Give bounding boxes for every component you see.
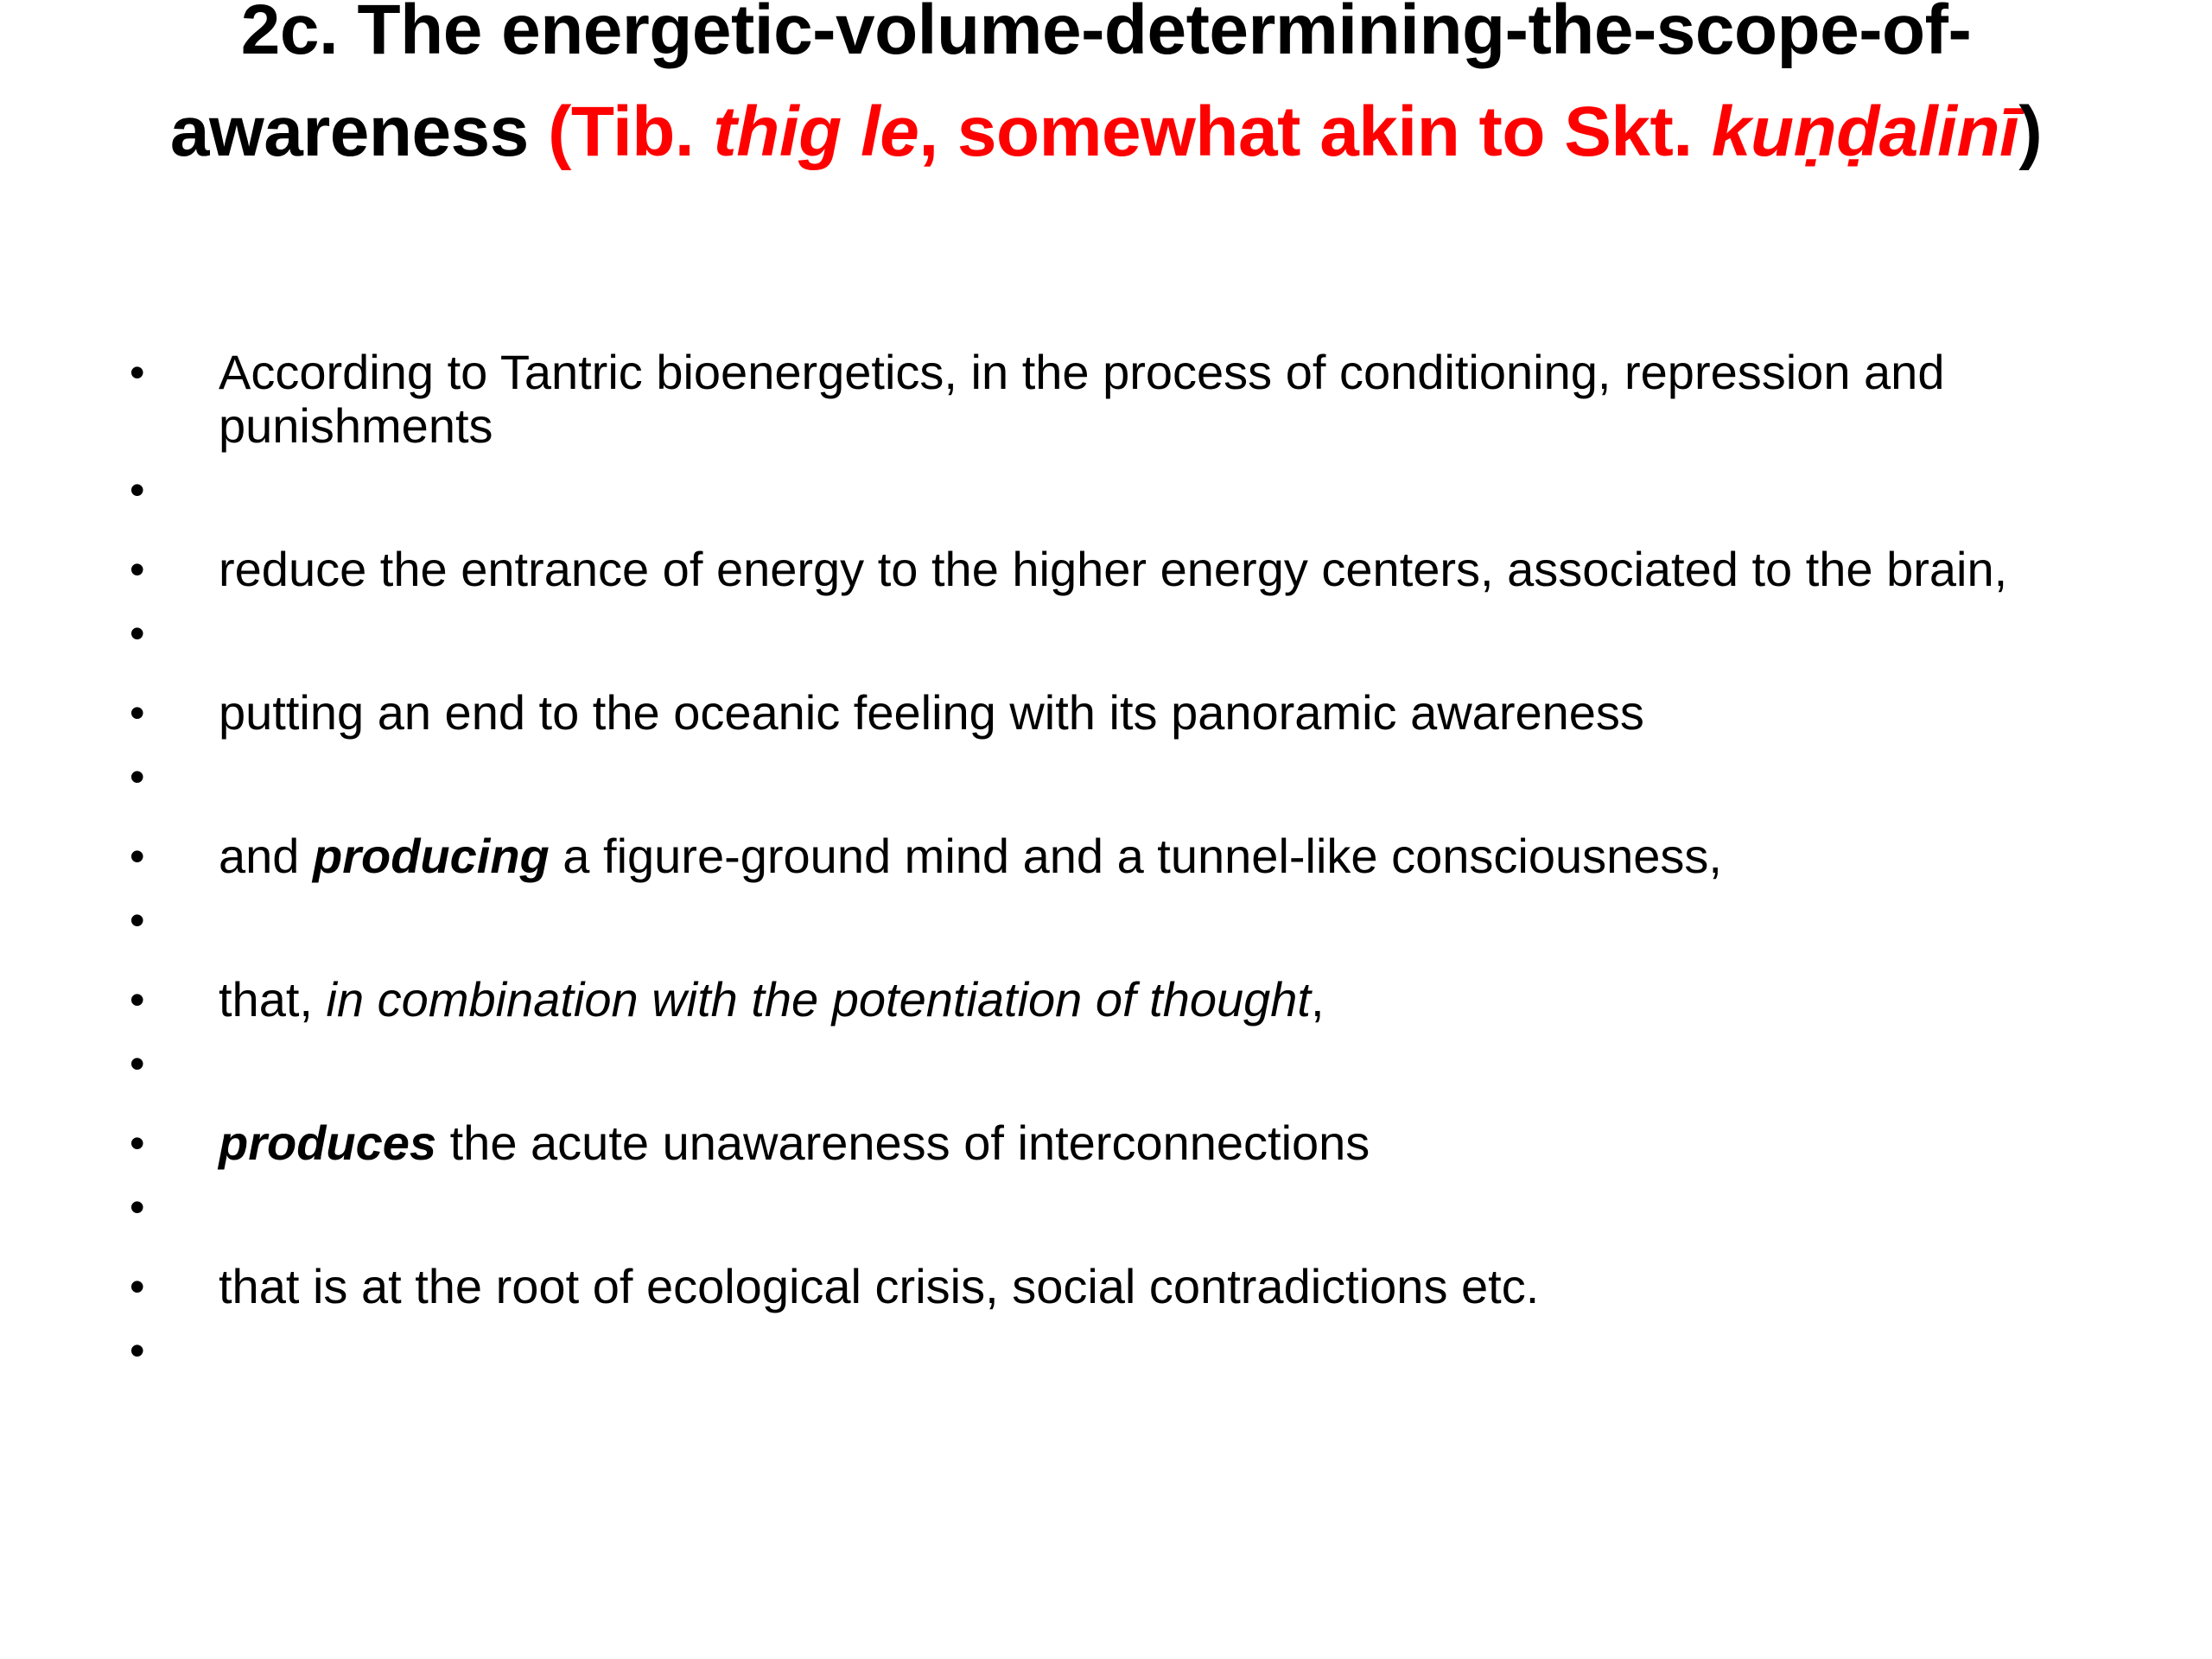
title-accent-prefix: (Tib.	[548, 92, 714, 171]
bullet-dot: •	[130, 1183, 145, 1231]
bullet-dot: •	[130, 609, 145, 658]
bullet-dot: •	[130, 1326, 145, 1375]
bullet-dot: •	[130, 976, 145, 1024]
bullet-text: that is at the root of ecological crisis, social contradictions etc.	[219, 1259, 1540, 1313]
bullet-item	[130, 346, 2117, 453]
title-main: 2c. The energetic-volume-determining-the-scope-of-awareness	[169, 0, 1972, 171]
bullet-text	[219, 1116, 1370, 1170]
bullet-item	[130, 1116, 2117, 1170]
bullet-item-empty	[130, 607, 2117, 660]
bullet-item-empty	[130, 1324, 2117, 1377]
bullet-text: reduce the entrance of energy to the higher energy centers, associated to the brain,	[219, 542, 2008, 596]
title-close-paren: )	[2018, 92, 2043, 171]
bullet-dot: •	[130, 1262, 145, 1311]
bullet-emphasis: produces	[219, 1116, 437, 1170]
bullet-item-empty	[130, 893, 2117, 947]
bullet-item-empty	[130, 1180, 2117, 1234]
bullet-dot: •	[130, 545, 145, 594]
bullet-item-empty	[130, 1037, 2117, 1090]
bullet-dot: •	[130, 466, 145, 514]
bullet-text: According to Tantric bioenergetics, in the process of conditioning, repression and punishments	[219, 345, 1945, 453]
bullet-lead: and	[219, 829, 313, 883]
bullet-dot: •	[130, 348, 145, 397]
bullet-text	[219, 972, 1325, 1027]
title-accent-middle: , somewhat akin to Skt.	[918, 92, 1712, 171]
bullet-text	[219, 829, 1722, 883]
bullet-rest: a figure-ground mind and a tunnel-like consciousness,	[549, 829, 1722, 883]
bullet-dot: •	[130, 753, 145, 801]
slide-title	[121, 0, 2091, 183]
bullet-item-empty	[130, 750, 2117, 804]
bullet-rest: ,	[1310, 972, 1325, 1027]
bullet-dot: •	[130, 1039, 145, 1088]
bullet-item-empty	[130, 463, 2117, 517]
bullet-dot: •	[130, 689, 145, 737]
bullet-dot: •	[130, 896, 145, 944]
title-accent-italic-thig-le: thig le	[713, 92, 919, 171]
bullet-italic: in combination with the potentiation of thought	[326, 972, 1311, 1027]
bullet-item	[130, 830, 2117, 883]
bullet-dot: •	[130, 1119, 145, 1167]
bullet-lead: that,	[219, 972, 327, 1027]
bullet-item	[130, 1260, 2117, 1313]
title-accent	[548, 92, 2018, 171]
title-accent-italic-kundalini: kuṇḍalinī	[1711, 92, 2019, 171]
bullet-text: putting an end to the oceanic feeling with its panoramic awareness	[219, 685, 1644, 740]
bullet-emphasis: producing	[313, 829, 550, 883]
bullet-item	[130, 543, 2117, 596]
bullet-list	[130, 346, 2117, 1377]
bullet-dot: •	[130, 832, 145, 880]
bullet-rest: the acute unawareness of interconnections	[436, 1116, 1370, 1170]
bullet-item	[130, 973, 2117, 1027]
bullet-item	[130, 686, 2117, 740]
